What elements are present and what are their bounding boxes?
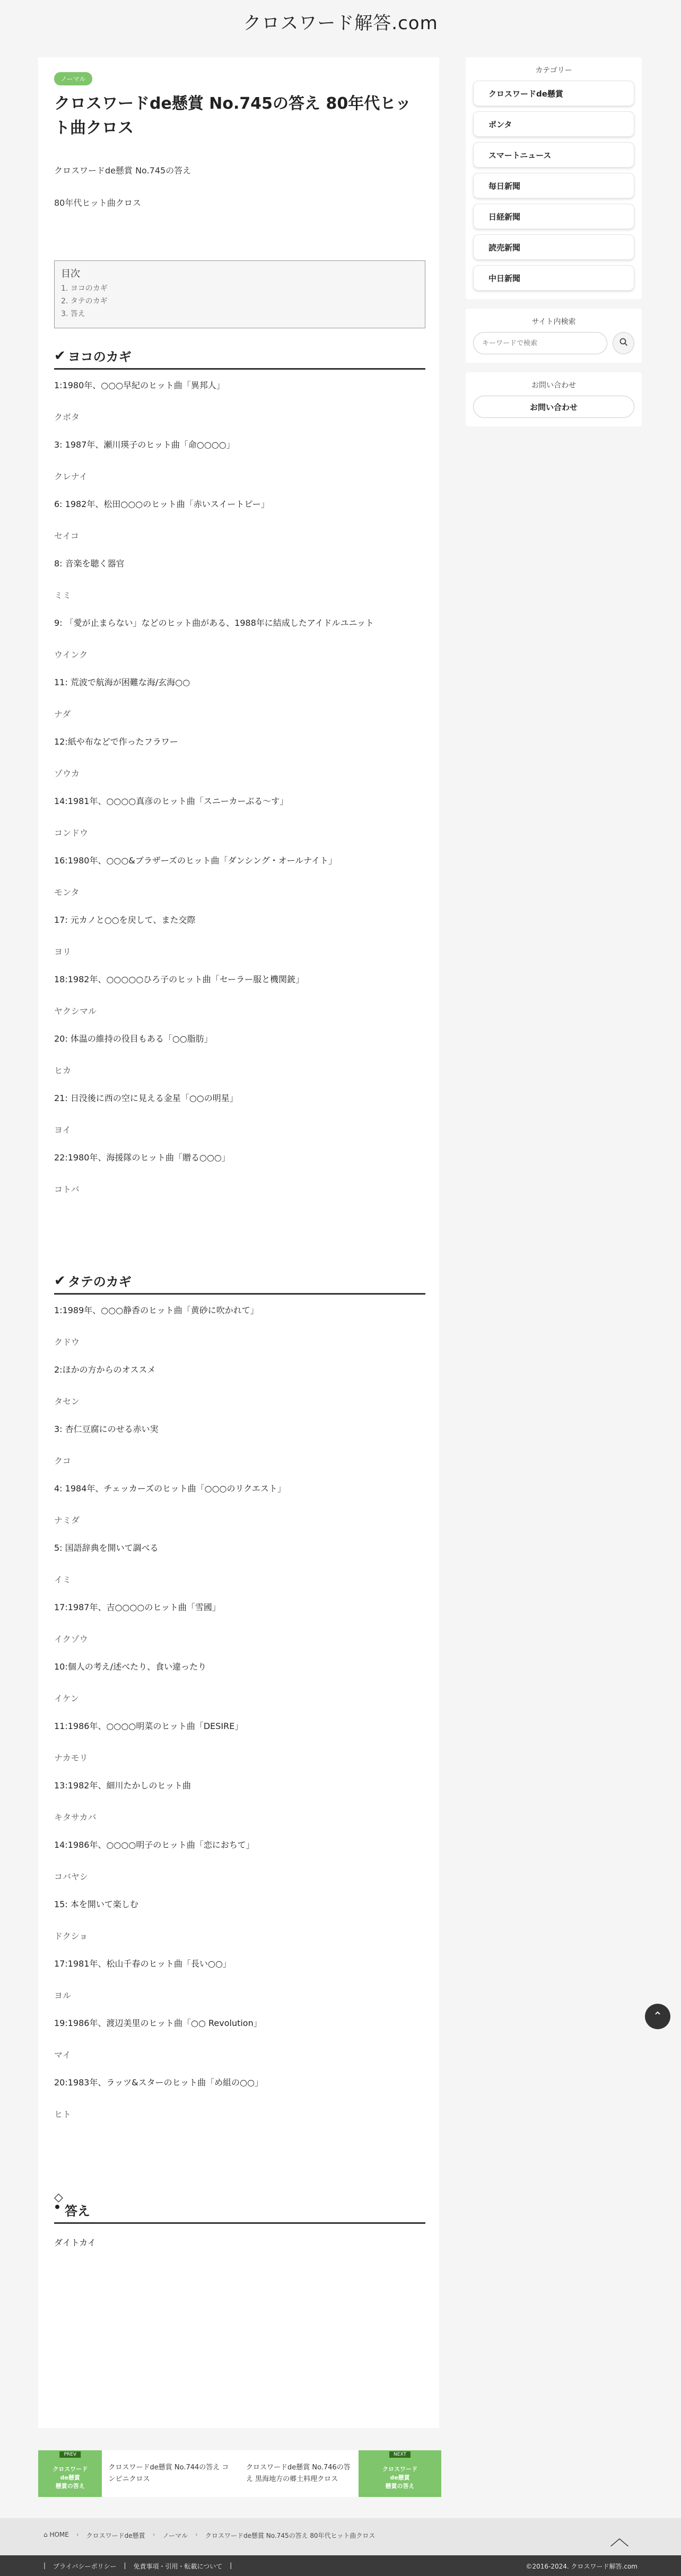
check-icon: ✔ (54, 347, 66, 364)
chevron-right-icon: › (195, 2531, 198, 2538)
clue-question: 20: 体温の維持の役目もある「○○脂肪」 (54, 1034, 213, 1044)
copyright: ©2016-2024. クロスワード解答.com (526, 2563, 638, 2570)
chevron-right-icon: › (152, 2531, 155, 2538)
contact-widget-title: お問い合わせ (531, 381, 576, 390)
category-link[interactable]: 日経新聞 (473, 204, 634, 229)
category-badge[interactable]: ノーマル (54, 72, 92, 85)
footer-links (43, 2562, 232, 2571)
clue-answer: ヨリ (54, 947, 72, 957)
clue-question: 19:1986年、渡辺美里のヒット曲「○○ Revolution」 (54, 2018, 262, 2028)
clue-answer: クレナイ (54, 471, 88, 482)
contact-widget (466, 372, 642, 426)
breadcrumb-bar (0, 2518, 681, 2555)
clue-answer: マイ (54, 2050, 71, 2060)
tate-heading (54, 1271, 425, 1295)
home-icon: ⌂ (43, 2531, 48, 2538)
clue-question: 3: 杏仁豆腐にのせる赤い実 (54, 1424, 159, 1434)
footer-link-privacy[interactable]: プライバシーポリシー (53, 2563, 117, 2570)
article-subtitle: 80年代ヒット曲クロス (54, 198, 141, 208)
check-icon: ✔ (54, 1272, 66, 1289)
clue-answer: モンタ (54, 887, 80, 897)
arrow-up-icon: ⌃ (652, 2010, 663, 2023)
tate-clue-list (54, 1304, 423, 2121)
article-lead: クロスワードde懸賞 No.745の答え (54, 165, 191, 176)
chevron-up-icon[interactable]: ︿ (610, 2528, 630, 2549)
category-link[interactable]: 読売新聞 (473, 234, 634, 260)
clue-answer: ミミ (54, 590, 72, 600)
clue-question: 1:1989年、○○○静香のヒット曲「黄砂に吹かれて」 (54, 1305, 259, 1315)
clue-question: 3: 1987年、瀬川瑛子のヒット曲「命○○○○」 (54, 440, 235, 450)
toc-item[interactable]: 2. タテのカギ (61, 297, 108, 305)
chevron-right-icon: › (76, 2531, 79, 2538)
breadcrumb-home-label: HOME (49, 2531, 69, 2538)
clue-answer: ゾウカ (54, 769, 80, 779)
site-footer (0, 2555, 681, 2576)
bullet-dot-icon (55, 2205, 59, 2209)
footer-separator: | (230, 2562, 232, 2569)
breadcrumb-item[interactable]: クロスワードde懸賞 (86, 2532, 145, 2539)
category-widget (466, 57, 642, 299)
search-button[interactable] (613, 332, 634, 354)
next-post-thumbnail (359, 2450, 441, 2497)
clue-question: 13:1982年、細川たかしのヒット曲 (54, 1780, 191, 1791)
clue-question: 2:ほかの方からのオススメ (54, 1365, 156, 1375)
clue-question: 22:1980年、海援隊のヒット曲「贈る○○○」 (54, 1152, 230, 1163)
clue-answer: ウインク (54, 650, 88, 660)
yoko-clue-list (54, 379, 423, 1196)
breadcrumb-current: クロスワードde懸賞 No.745の答え 80年代ヒット曲クロス (205, 2532, 376, 2539)
article-title: クロスワードde懸賞 No.745の答え 80年代ヒット曲クロス (54, 94, 412, 137)
clue-answer: ヨル (54, 1990, 72, 2001)
category-link[interactable]: 毎日新聞 (473, 173, 634, 198)
thumb-line: 懸賞の答え (55, 2483, 85, 2490)
prev-post-link[interactable] (38, 2450, 240, 2497)
clue-answer: クドウ (54, 1337, 80, 1347)
clue-question: 10:個人の考え/述べたり、食い違ったり (54, 1662, 207, 1672)
clue-answer: ヤクシマル (54, 1006, 97, 1016)
clue-question: 14:1986年、○○○○明子のヒット曲「恋におちて」 (54, 1840, 255, 1850)
category-widget-title: カテゴリー (535, 66, 572, 75)
clue-question: 18:1982年、○○○○○ひろ子のヒット曲「セーラー服と機関銃」 (54, 974, 304, 984)
prev-tag: PREV (59, 2451, 81, 2458)
answer-heading (54, 2191, 425, 2224)
thumb-line: クロスワード (382, 2466, 417, 2473)
thumb-line: de懸賞 (60, 2474, 80, 2481)
toc-title: 目次 (61, 268, 80, 280)
clue-question: 12:紙や布などで作ったフラワー (54, 737, 178, 747)
search-form (473, 332, 634, 354)
footer-separator: | (124, 2562, 126, 2569)
clue-answer: ナミダ (54, 1515, 80, 1525)
back-to-top-button[interactable] (645, 2004, 670, 2029)
search-icon (619, 338, 628, 348)
clue-question: 17:1987年、吉○○○○のヒット曲「雪國」 (54, 1602, 221, 1612)
toc-item[interactable]: 3. 答え (61, 310, 85, 318)
clue-answer: ナカモリ (54, 1753, 88, 1763)
clue-answer: ヒカ (54, 1066, 72, 1076)
thumb-line: クロスワード (53, 2466, 88, 2473)
clue-question: 5: 国語辞典を開いて調べる (54, 1543, 159, 1553)
clue-answer: ナダ (54, 709, 71, 719)
next-post-title: クロスワードde懸賞 No.746の答え 黒海地方の郷土料理クロス (246, 2464, 351, 2483)
thumb-line: 懸賞の答え (385, 2483, 415, 2490)
search-widget (466, 309, 642, 363)
clue-question: 6: 1982年、松田○○○のヒット曲「赤いスイートピー」 (54, 499, 269, 509)
breadcrumb-home[interactable] (43, 2531, 69, 2540)
prev-post-title: クロスワードde懸賞 No.744の答え コンビニクロス (108, 2464, 229, 2483)
category-link[interactable]: スマートニュース (473, 142, 634, 168)
toc-item[interactable]: 1. ヨコのカギ (61, 284, 108, 293)
clue-question: 9: 「愛が止まらない」などのヒット曲がある、1988年に結成したアイドルユニット (54, 618, 374, 628)
footer-link-disclaimer[interactable]: 免責事項・引用・転載について (133, 2563, 223, 2570)
next-tag: NEXT (389, 2451, 411, 2458)
clue-answer: コバヤシ (54, 1872, 88, 1882)
clue-question: 11: 荒波で航海が困難な海/玄海○○ (54, 677, 190, 687)
clue-question: 8: 音楽を聴く器官 (54, 558, 125, 569)
clue-question: 4: 1984年、チェッカーズのヒット曲「○○○のリクエスト」 (54, 1483, 286, 1494)
search-widget-title: サイト内検索 (531, 318, 576, 326)
clue-question: 1:1980年、○○○早紀のヒット曲「異邦人」 (54, 380, 225, 390)
thumb-line: de懸賞 (390, 2474, 410, 2481)
next-post-link[interactable] (240, 2450, 441, 2497)
search-input[interactable] (473, 332, 607, 354)
category-link[interactable]: クロスワードde懸賞 (473, 81, 634, 106)
prev-post-thumbnail (38, 2450, 102, 2497)
clue-answer: セイコ (54, 531, 79, 541)
clue-answer: イミ (54, 1575, 72, 1585)
table-of-contents (54, 260, 425, 328)
breadcrumb (43, 2531, 375, 2540)
category-link[interactable]: 中日新聞 (473, 265, 634, 291)
yoko-heading (54, 346, 425, 370)
clue-answer: コトバ (54, 1184, 80, 1194)
clue-answer: イケン (54, 1693, 79, 1704)
clue-question: 11:1986年、○○○○明菜のヒット曲「DESIRE」 (54, 1721, 243, 1731)
site-title[interactable]: クロスワード解答.com (243, 13, 438, 34)
site-header (0, 0, 681, 45)
clue-question: 16:1980年、○○○&ブラザーズのヒット曲「ダンシング・オールナイト」 (54, 855, 337, 866)
clue-answer: ドクショ (54, 1931, 88, 1941)
clue-question: 17:1981年、松山千春のヒット曲「長い○○」 (54, 1959, 231, 1969)
clue-answer: ヒト (54, 2109, 72, 2119)
article-card (38, 57, 439, 2428)
contact-button[interactable]: お問い合わせ (473, 396, 634, 418)
yoko-heading-label: ヨコのカギ (67, 350, 132, 364)
tate-heading-label: タテのカギ (67, 1274, 132, 1289)
clue-answer: イクゾウ (54, 1634, 88, 1644)
clue-answer: タセン (54, 1396, 80, 1407)
final-answer: ダイトカイ (54, 2238, 96, 2248)
clue-answer: ヨイ (54, 1125, 71, 1135)
clue-answer: クボタ (54, 412, 80, 422)
category-link[interactable]: ポンタ (473, 111, 634, 137)
footer-separator: | (43, 2562, 46, 2569)
clue-question: 17: 元カノと○○を戻して、また交際 (54, 915, 196, 925)
clue-question: 15: 本を開いて楽しむ (54, 1899, 138, 1909)
answer-heading-label: 答え (65, 2204, 90, 2219)
clue-question: 14:1981年、○○○○真彦のヒット曲「スニーカーぶる～す」 (54, 796, 289, 806)
clue-answer: キタサカバ (54, 1812, 97, 1822)
clue-answer: クコ (54, 1456, 71, 1466)
sidebar (466, 57, 642, 426)
breadcrumb-item[interactable]: ノーマル (162, 2532, 188, 2539)
clue-question: 21: 日没後に西の空に見える金星「○○の明星」 (54, 1093, 238, 1103)
clue-question: 20:1983年、ラッツ&スターのヒット曲「め組の○○」 (54, 2077, 264, 2088)
post-pager (38, 2450, 441, 2497)
diamond-icon: ◇ (54, 2191, 63, 2204)
clue-answer: コンドウ (54, 828, 89, 838)
